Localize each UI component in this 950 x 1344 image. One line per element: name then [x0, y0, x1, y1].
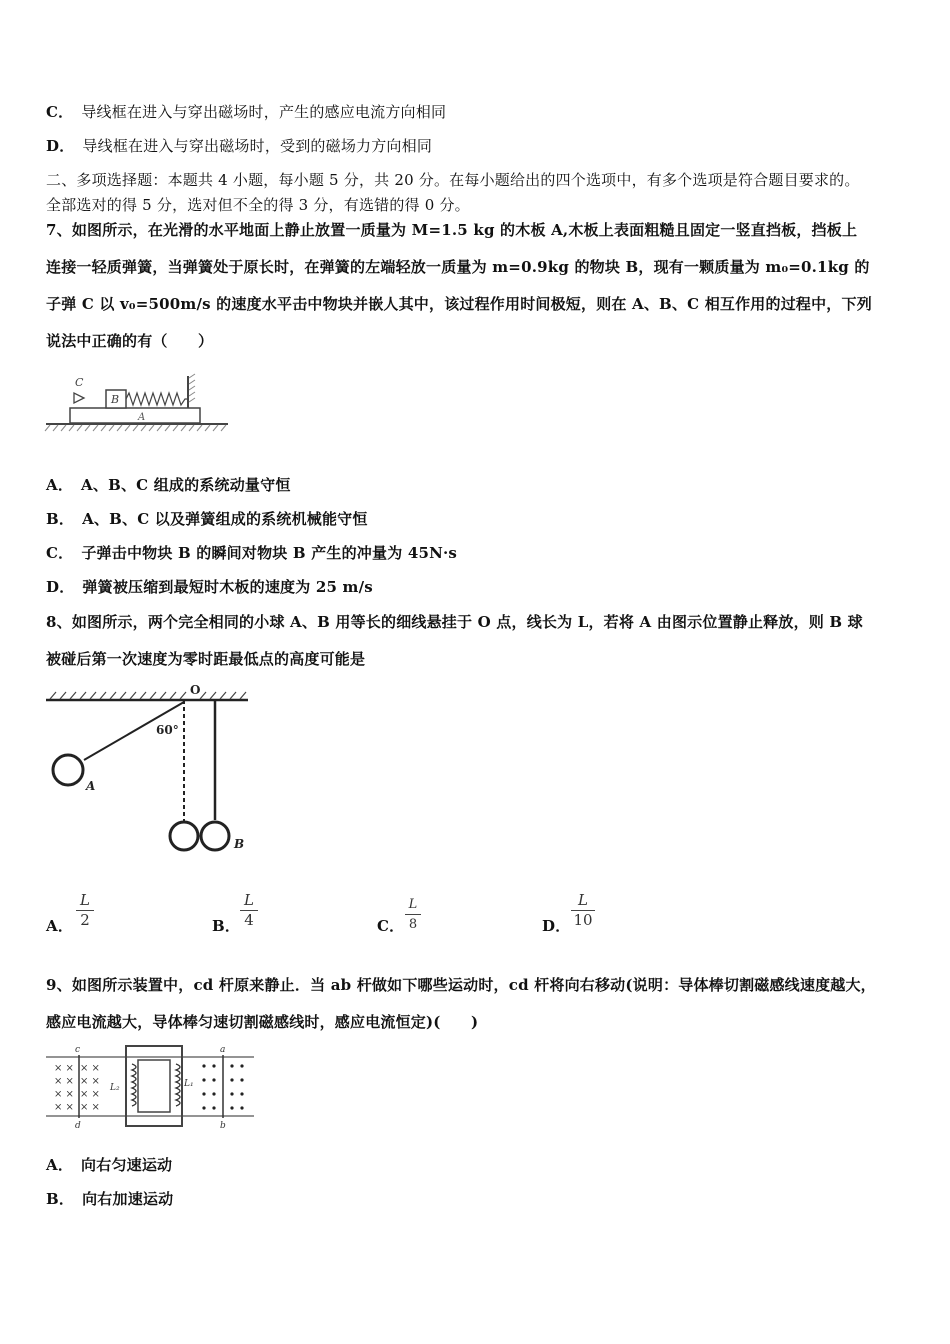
q7-option-a: [46, 475, 291, 495]
field-into-page: [54, 1063, 100, 1113]
option-label: C．: [377, 917, 405, 935]
q7-stem-line2: 连接一轻质弹簧，当弹簧处于原长时，在弹簧的左端轻放一质量为 m=0.9kg 的物块 B，现有一颗质量为 m₀=0.1kg 的: [46, 258, 870, 276]
q9-option-b: [46, 1189, 173, 1209]
denominator: 2: [80, 911, 90, 929]
q8-stem-line2: 被碰后第一次速度为零时距最低点的高度可能是: [46, 650, 366, 668]
option-text: 导线框在进入与穿出磁场时，产生的感应电流方向相同: [81, 103, 447, 121]
denominator: 4: [244, 911, 254, 929]
numerator: L: [80, 891, 90, 909]
numerator: L: [408, 897, 418, 912]
label-c: C: [75, 376, 84, 389]
label-d: d: [75, 1121, 81, 1130]
option-label: C．: [46, 544, 74, 562]
label-l2: L₂: [110, 1083, 120, 1093]
q9-stem-line1: 9、如图所示装置中，cd 杆原来静止．当 ab 杆做如下哪些运动时，cd 杆将向右移动(说明：导体棒切割磁感线速度越大，: [46, 976, 876, 994]
option-text: 导线框在进入与穿出磁场时，受到的磁场力方向相同: [82, 137, 433, 155]
q8-option-c-fraction: [405, 896, 421, 933]
q9-stem-line2: 感应电流越大，导体棒匀速切割磁感线时，感应电流恒定)( ): [46, 1013, 479, 1031]
q7-stem-line3: 子弹 C 以 v₀=500m/s 的速度水平击中物块并嵌人其中，该过程作用时间极短，则在 A、B、C 相互作用的过程中，下列: [46, 295, 872, 313]
q8-option-a-fraction: [76, 892, 94, 929]
label-b: B: [111, 393, 120, 406]
option-text: 向右匀速运动: [81, 1156, 173, 1174]
coil-l1: [176, 1064, 180, 1106]
q8-stem-line1: 8、如图所示，两个完全相同的小球 A、B 用等长的细线悬挂于 O 点，线长为 L，若将 A 由图示位置静止释放，则 B 球: [46, 613, 863, 631]
label-a: A: [138, 412, 146, 423]
q7-stem-line1: 7、如图所示，在光滑的水平地面上静止放置一质量为 M=1.5 kg 的木板 A,木板上表面粗糙且固定一竖直挡板，挡板上: [46, 221, 858, 239]
q8-figure: [44, 680, 254, 856]
denominator: 10: [573, 911, 593, 929]
q9-option-a: [46, 1155, 172, 1175]
q7-option-b: [46, 509, 368, 529]
numerator: L: [578, 891, 588, 909]
board-a: [70, 408, 200, 423]
section-heading: 二、多项选择题：本题共 4 小题，每小题 5 分，共 20 分。在每小题给出的四个选项中，有多个选项是符合题目要求的。: [46, 171, 860, 189]
label-c: c: [75, 1045, 81, 1055]
option-label: B．: [212, 917, 241, 935]
q7-stem-line4: 说法中正确的有（ ）: [46, 332, 214, 350]
svg-text:× ×: × ×: [80, 1076, 100, 1087]
coil-l2: [132, 1064, 136, 1106]
option-label: A．: [46, 476, 74, 494]
option-d-prev: [46, 136, 432, 156]
option-label: D．: [46, 137, 75, 155]
option-label: A．: [46, 1156, 74, 1174]
bullet-c: [74, 393, 84, 403]
ball-a-bottom: [170, 822, 198, 850]
label-l1: L₁: [184, 1079, 194, 1089]
q7-figure: [44, 368, 230, 438]
q7-option-d: [46, 577, 373, 597]
label-b: b: [220, 1121, 226, 1130]
spring: [126, 393, 188, 405]
label-a: a: [220, 1045, 226, 1055]
iron-core-inner: [138, 1060, 170, 1112]
q7-option-c: [46, 543, 457, 563]
svg-text:× ×: × ×: [80, 1063, 100, 1074]
svg-text:× ×: × ×: [54, 1089, 74, 1100]
svg-text:× ×: × ×: [80, 1089, 100, 1100]
label-a: A: [86, 779, 96, 793]
option-label: A．: [46, 917, 74, 935]
option-label: C．: [46, 103, 74, 121]
q8-option-b-fraction: [240, 892, 258, 929]
section-heading-cont: 全部选对的得 5 分，选对但不全的得 3 分，有选错的得 0 分。: [46, 196, 470, 214]
option-text: A、B、C 组成的系统动量守恒: [81, 476, 291, 494]
option-text: 向右加速运动: [82, 1190, 174, 1208]
option-label: D．: [46, 578, 75, 596]
option-text: 弹簧被压缩到最短时木板的速度为 25 m/s: [82, 578, 373, 596]
option-text: 子弹击中物块 B 的瞬间对物块 B 产生的冲量为 45N·s: [81, 544, 458, 562]
ball-a: [53, 755, 83, 785]
option-label: B．: [46, 510, 75, 528]
q9-figure: [44, 1044, 256, 1130]
option-text: A、B、C 以及弹簧组成的系统机械能守恒: [82, 510, 368, 528]
denominator: 8: [408, 917, 418, 932]
svg-text:× ×: × ×: [54, 1102, 74, 1113]
option-label: B．: [46, 1190, 75, 1208]
label-o: O: [190, 683, 201, 697]
ball-b: [201, 822, 229, 850]
label-b: B: [234, 837, 245, 851]
option-c-prev: [46, 102, 446, 122]
svg-text:× ×: × ×: [80, 1102, 100, 1113]
q8-option-d-fraction: [571, 892, 595, 929]
option-label: D．: [542, 917, 571, 935]
label-angle: 60°: [156, 723, 179, 737]
svg-text:× ×: × ×: [54, 1076, 74, 1087]
svg-text:× ×: × ×: [54, 1063, 74, 1074]
numerator: L: [244, 891, 254, 909]
